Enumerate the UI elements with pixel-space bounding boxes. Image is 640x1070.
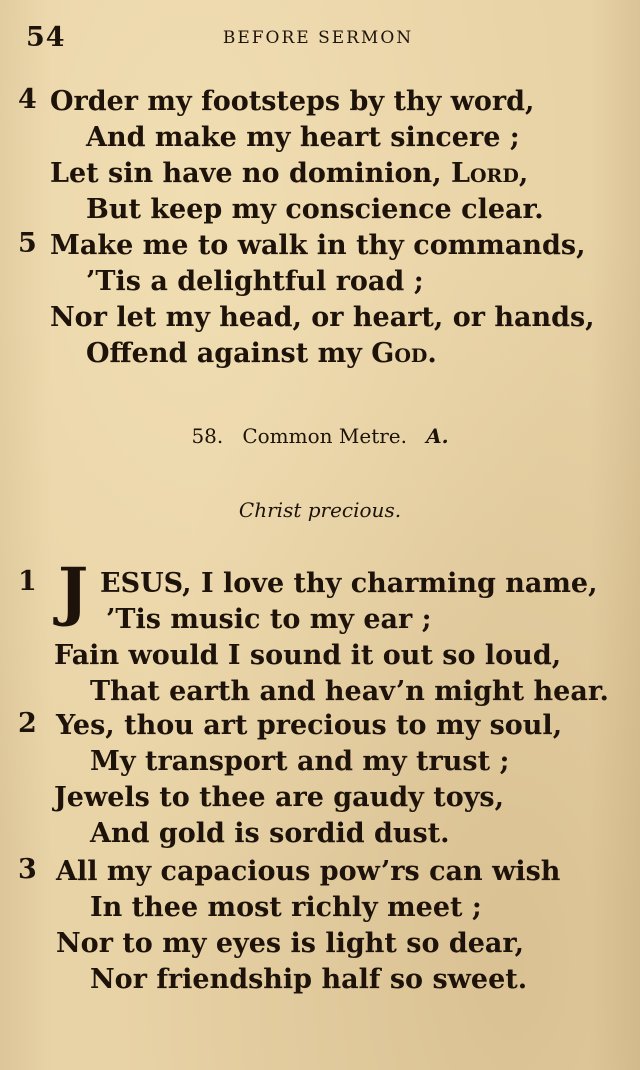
verse-number: 3 [18, 854, 37, 885]
verse-line: Nor to my eyes is light so dear, [56, 928, 525, 959]
hymn-metre: Common Metre. [242, 424, 407, 448]
verse-line: Nor let my head, or heart, or hands, [50, 302, 595, 333]
verse-line: That earth and heav’n might hear. [90, 676, 609, 707]
verse-line: All my capacious pow’rs can wish [56, 856, 561, 887]
verse-line: Order my footsteps by thy word, [50, 86, 535, 117]
verse-line: Jewels to thee are gaudy toys, [54, 782, 505, 813]
verse-line: Make me to walk in thy commands, [50, 230, 586, 261]
verse-number: 5 [18, 228, 37, 259]
page-header [26, 22, 610, 56]
verse-number: 1 [18, 566, 37, 597]
drop-cap: J [58, 554, 89, 629]
verse-number: 4 [18, 84, 37, 115]
verse-1 [18, 554, 618, 710]
verse-line: ESUS, I love thy charming name, [100, 568, 598, 599]
verse-line: But keep my conscience clear. [86, 194, 544, 225]
tune-mark: A. [426, 424, 449, 448]
verse-line: ’Tis music to my ear ; [106, 604, 432, 635]
verse-line: Offend against my God. [86, 338, 437, 369]
verse-line: Yes, thou art precious to my soul, [56, 710, 563, 741]
verse-line: My transport and my trust ; [90, 746, 510, 777]
page-number: 54 [26, 22, 66, 53]
verse-line: And gold is sordid dust. [90, 818, 450, 849]
verse-4 [18, 84, 618, 228]
verse-line: ’Tis a delightful road ; [86, 266, 424, 297]
verse-5 [18, 228, 618, 372]
running-head: BEFORE SERMON [222, 28, 414, 48]
divine-name: Lord [451, 158, 519, 189]
verse-line: Nor friendship half so sweet. [90, 964, 528, 995]
verse-line: In thee most richly meet ; [90, 892, 482, 923]
verse-line: Let sin have no dominion, Lord, [50, 158, 529, 189]
verse-number: 2 [18, 708, 37, 739]
hymn-number: 58. [191, 424, 224, 448]
divine-name: God [371, 338, 428, 369]
verse-line: And make my heart sincere ; [86, 122, 520, 153]
verse-line: Fain would I sound it out so loud, [54, 640, 562, 671]
hymn-heading [0, 424, 640, 448]
hymn-subtitle: Christ precious. [238, 498, 402, 522]
verse-3 [18, 854, 618, 998]
verse-2 [18, 708, 618, 852]
